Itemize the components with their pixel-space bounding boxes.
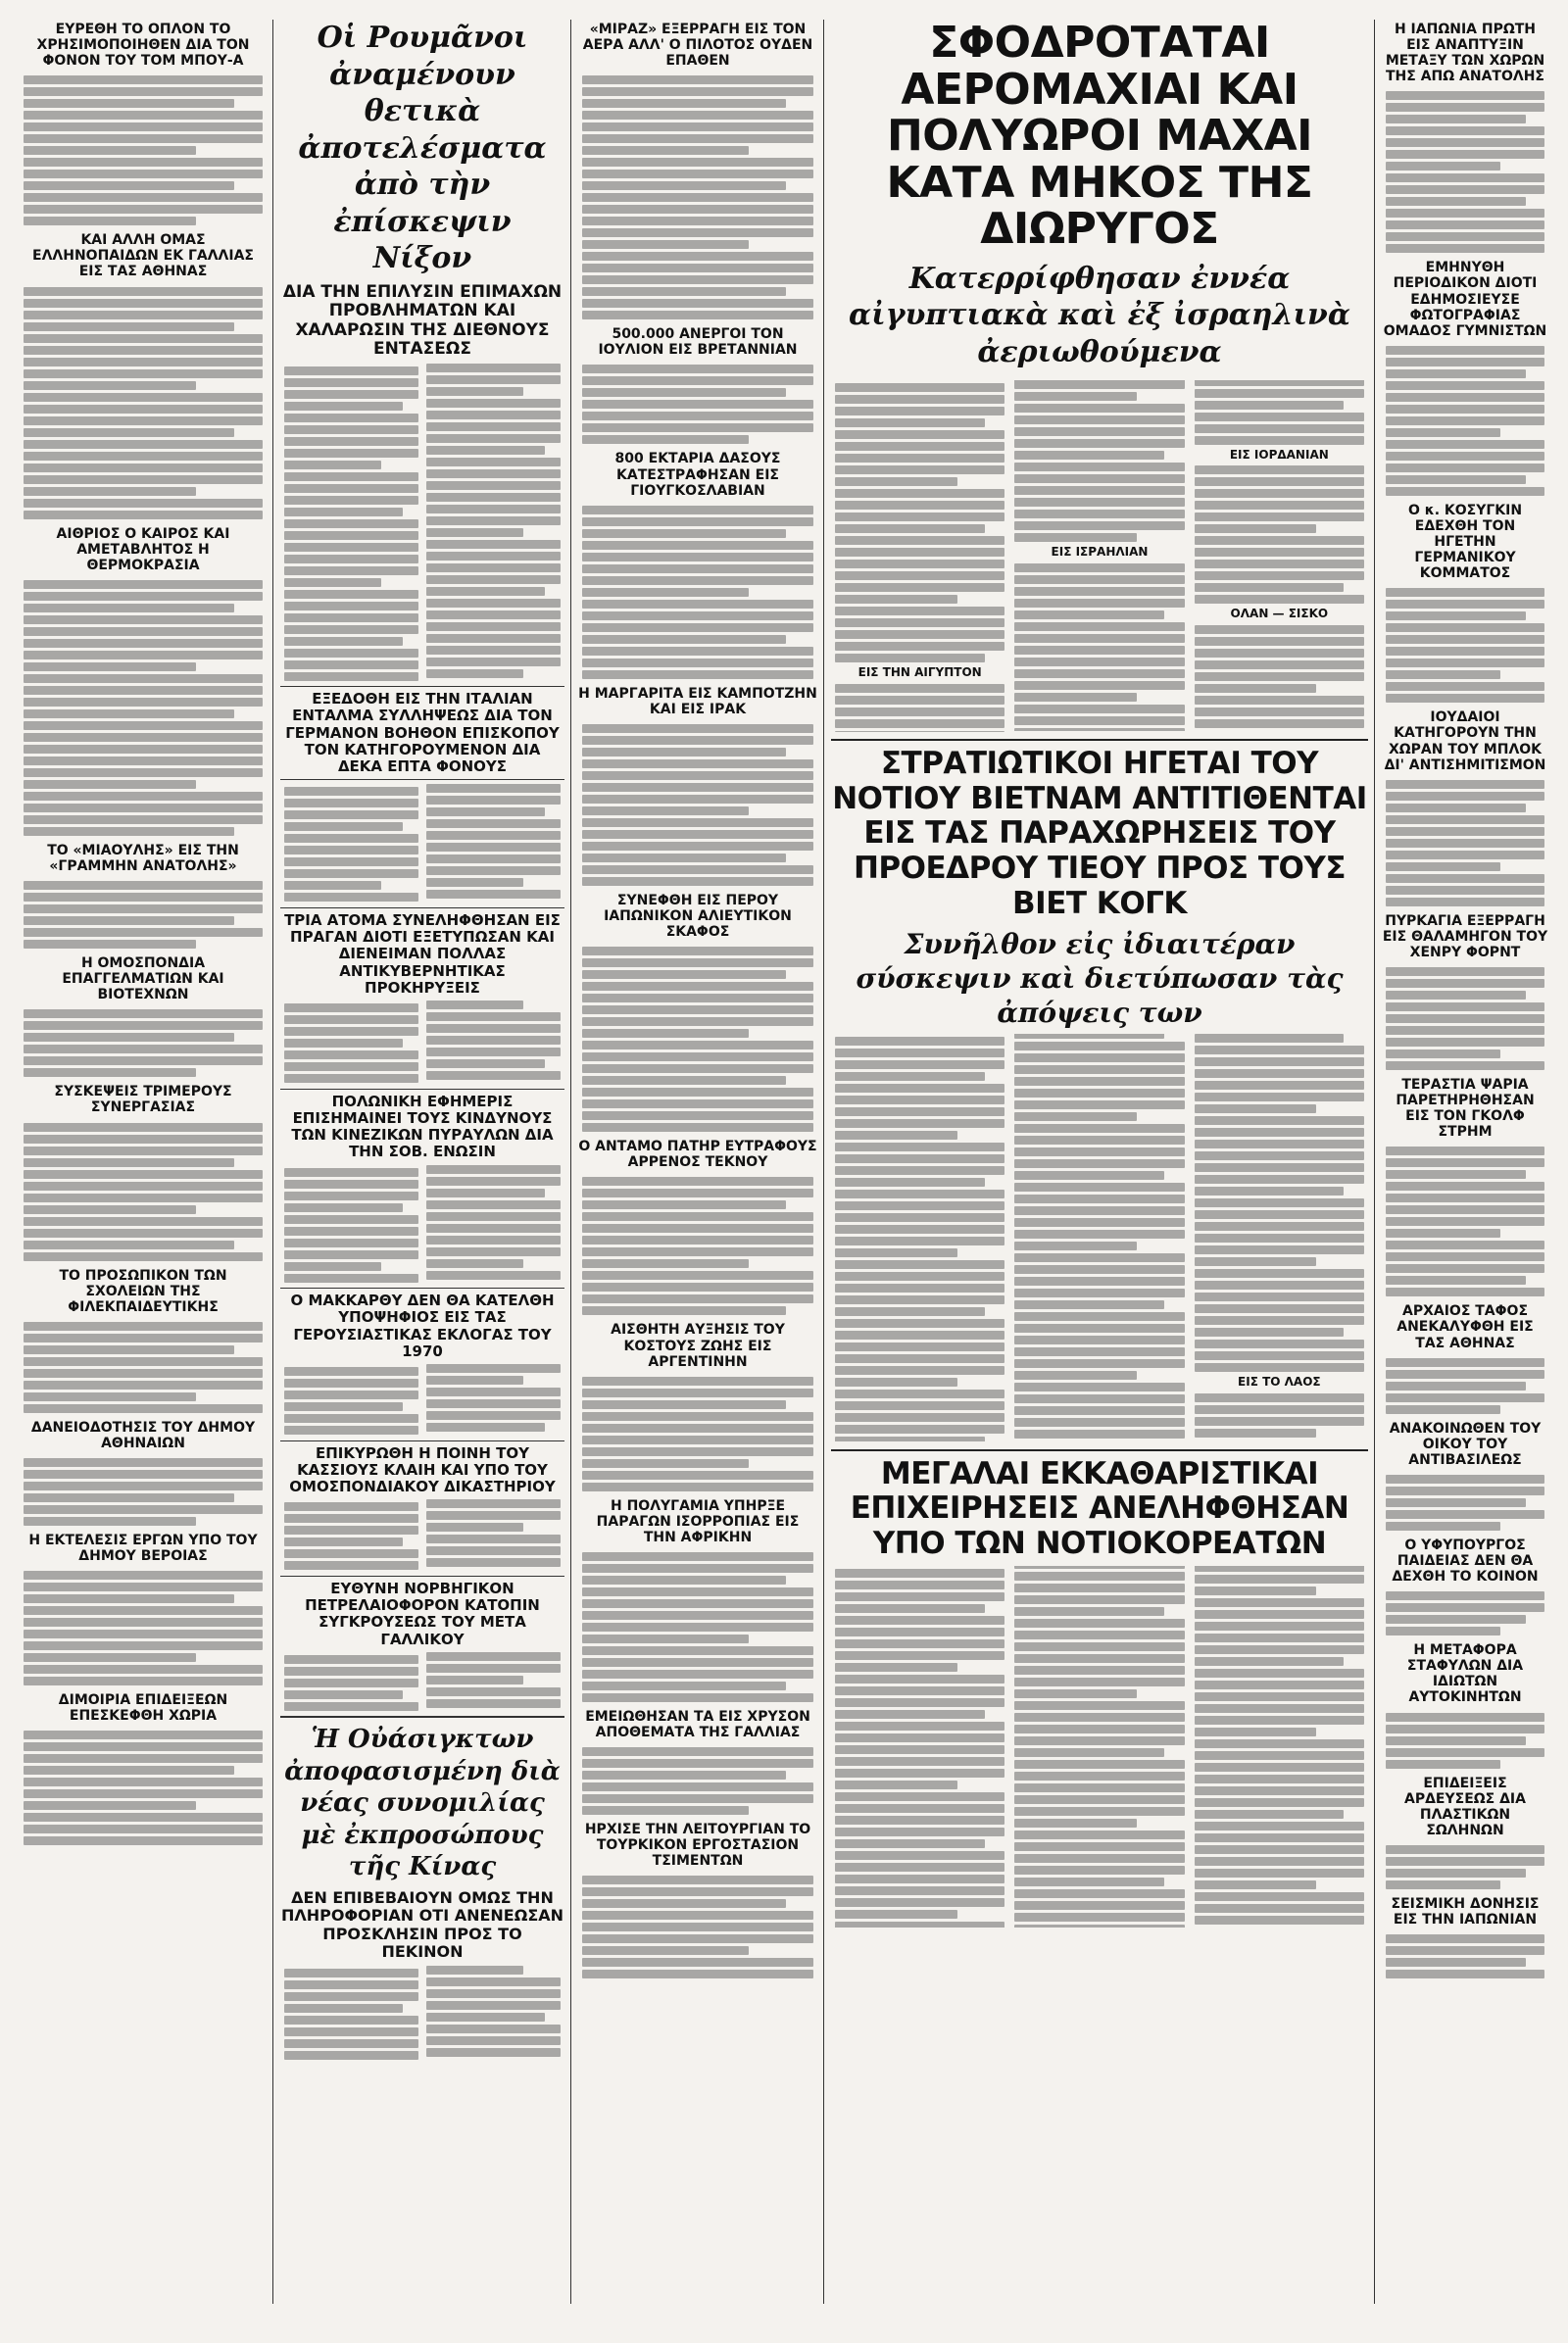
headline: ΕΥΘΥΝΗ ΝΟΡΒΗΓΙΚΟΝ ΠΕΤΡΕΛΑΙΟΦΟΡΟΝ ΚΑΤΟΠΙΝ ΣΥΓΚΡΟΥΣΕΩΣ ΤΟΥ ΜΕΤΑ ΓΑΛΛΙΚΟΥ [280,1576,564,1648]
headline: Ο κ. ΚΟΣΥΓΚΙΝ ΕΔΕΧΘΗ ΤΟΝ ΗΓΕΤΗΝ ΓΕΡΜΑΝΙΚΟΥ ΚΟΜΜΑΤΟΣ [1407,502,1523,582]
column-rule [272,20,273,2304]
headline: Ο ΥΦΥΠΟΥΡΓΟΣ ΠΑΙΔΕΙΑΣ ΔΕΝ ΘΑ ΔΕΧΘΗ ΤΟ ΚΟΙΝΟΝ [1392,1537,1539,1586]
article-body [1382,1468,1548,1538]
article-body [578,1869,817,1985]
headline: ΣΥΣΚΕΨΕΙΣ ΤΡΙΜΕΡΟΥΣ ΣΥΝΕΡΓΑΣΙΑΣ [54,1084,232,1116]
article-body [280,997,564,1089]
article-body [20,1116,267,1268]
article-body [1382,1706,1548,1776]
article-body [578,1170,817,1322]
article-body [831,376,1368,735]
article-body [578,358,817,451]
article-body [280,1495,564,1576]
headline: ΔΙΜΟΙΡΙΑ ΕΠΙΔΕΙΞΕΩΝ ΕΠΕΣΚΕΦΘΗ ΧΩΡΙΑ [58,1692,228,1725]
headline: ΑΙΣΘΗΤΗ ΑΥΞΗΣΙΣ ΤΟΥ ΚΟΣΤΟΥΣ ΖΩΗΣ ΕΙΣ ΑΡΓΕΝΤΙΝΗΝ [611,1322,785,1370]
column-4 [831,20,1368,2304]
column-rule [1374,20,1375,2304]
column-rule [823,20,824,2304]
article-body [1382,84,1548,260]
article-body [578,1370,817,1498]
article-body [1382,773,1548,913]
subheadline: ΔΙΑ ΤΗΝ ΕΠΙΛΥΣΙΝ ΕΠΙΜΑΧΩΝ ΠΡΟΒΛΗΜΑΤΩΝ ΚΑΙ ΧΑΛΑΡΩΣΙΝ ΤΗΣ ΔΙΕΘΝΟΥΣ ΕΝΤΑΣΕΩΣ [282,281,563,360]
column-1 [20,20,267,2304]
headline: ΕΠΙΔΕΙΞΕΙΣ ΑΡΔΕΥΣΕΩΣ ΔΙΑ ΠΛΑΣΤΙΚΩΝ ΣΩΛΗΝΩΝ [1404,1775,1526,1838]
article-body [280,1360,564,1440]
headline: ΕΥΡΕΘΗ ΤΟ ΟΠΛΟΝ ΤΟ ΧΡΗΣΙΜΟΠΟΙΗΘΕΝ ΔΙΑ ΤΟΝ ΦΟΝΟΝ ΤΟΥ ΤΟΜ ΜΠΟΥ-Α [36,22,250,70]
article-body [831,1562,1368,1931]
article-body [20,1315,267,1420]
article-body [1382,1140,1548,1303]
article-body [1382,1351,1548,1421]
article-body [1382,1838,1548,1896]
section-label: ΕΙΣ ΤΟ ΛΑΟΣ [1238,1375,1321,1390]
headline: ΣΥΝΕΦΘΗ ΕΙΣ ΠΕΡΟΥ ΙΑΠΩΝΙΚΟΝ ΑΛΙΕΥΤΙΚΟΝ ΣΚΑΦΟΣ [604,892,792,941]
section-label: ΕΙΣ ΙΟΡΔΑΝΙΑΝ [1229,447,1329,462]
headline: ΑΝΑΚΟΙΝΩΘΕΝ ΤΟΥ ΟΙΚΟΥ ΤΟΥ ΑΝΤΙΒΑΣΙΛΕΩΣ [1389,1420,1542,1468]
vietnam-story [831,739,1368,1444]
article-body [20,1564,267,1692]
headline: ΙΟΥΔΑΙΟΙ ΚΑΤΗΓΟΡΟΥΝ ΤΗΝ ΧΩΡΑΝ ΤΟΥ ΜΠΛΟΚ ΔΙ' ΑΝΤΙΣΗΜΙΤΙΣΜΟΝ [1384,709,1546,773]
article-body [1382,1585,1548,1642]
article-body [578,1545,817,1709]
headline: ΑΡΧΑΙΟΣ ΤΑΦΟΣ ΑΝΕΚΑΛΥΦΘΗ ΕΙΣ ΤΑΣ ΑΘΗΝΑΣ [1396,1303,1534,1351]
headline: ΑΙΘΡΙΟΣ Ο ΚΑΙΡΟΣ ΚΑΙ ΑΜΕΤΑΒΛΗΤΟΣ Η ΘΕΡΜΟΚΡΑΣΙΑ [56,525,230,573]
article-body [578,69,817,326]
article-body [20,1451,267,1533]
headline: ΕΞΕΔΟΘΗ ΕΙΣ ΤΗΝ ΙΤΑΛΙΑΝ ΕΝΤΑΛΜΑ ΣΥΛΛΗΨΕΩΣ ΔΙΑ ΤΟΝ ΓΕΡΜΑΝΟΝ ΒΟΗΘΟΝ ΕΠΙΣΚΟΠΟΥ ΤΟΝ ΚΑΤΗΓΟΡΟΥΜΕΝΟΝ ΔΙΑ ΔΕΚΑ ΕΠΤΑ ΦΟΝΟΥΣ [280,686,564,780]
article-body [20,280,267,526]
newspaper-page [20,20,1548,2304]
article-body [578,499,817,686]
headline: ΤΟ «ΜΙΑΟΥΛΗΣ» ΕΙΣ ΤΗΝ «ΓΡΑΜΜΗΝ ΑΝΑΤΟΛΗΣ» [47,842,239,874]
article-body [280,360,564,687]
subheadline: ΔΕΝ ΕΠΙΒΕΒΑΙΟΥΝ ΟΜΩΣ ΤΗΝ ΠΛΗΡΟΦΟΡΙΑΝ ΟΤΙ ΑΝΕΝΕΩΣΑΝ ΠΡΟΣΚΛΗΣΙΝ ΠΡΟΣ ΤΟ ΠΕΚΙΝΟΝ [280,1887,564,1962]
main-headline: ΣΦΟΔΡΟΤΑΤΑΙ ΑΕΡΟΜΑΧΙΑΙ ΚΑΙ ΠΟΛΥΩΡΟΙ ΜΑΧΑΙ ΚΑΤΑ ΜΗΚΟΣ ΤΗΣ ΔΙΩΡΥΓΟΣ [886,18,1313,255]
article-body [578,717,817,893]
headline: Ο ΜΑΚΚΑΡΘΥ ΔΕΝ ΘΑ ΚΑΤΕΛΘΗ ΥΠΟΨΗΦΙΟΣ ΕΙΣ ΤΑΣ ΓΕΡΟΥΣΙΑΣΤΙΚΑΣ ΕΚΛΟΓΑΣ ΤΟΥ 1970 [280,1288,564,1360]
headline: ΗΡΧΙΣΕ ΤΗΝ ΛΕΙΤΟΥΡΓΙΑΝ ΤΟ ΤΟΥΡΚΙΚΟΝ ΕΡΓΟΣΤΑΣΙΟΝ ΤΣΙΜΕΝΤΩΝ [584,1822,811,1870]
column-3 [578,20,817,2304]
article-body [20,1002,267,1084]
article-body [1382,1928,1548,1985]
headline: Η ΕΚΤΕΛΕΣΙΣ ΕΡΓΩΝ ΥΠΟ ΤΟΥ ΔΗΜΟΥ ΒΕΡΟΙΑΣ [28,1532,258,1565]
article-body [578,940,817,1139]
article-body [280,1161,564,1289]
headline: ΕΜΗΝΥΘΗ ΠΕΡΙΟΔΙΚΟΝ ΔΙΟΤΙ ΕΔΗΜΟΣΙΕΥΣΕ ΦΩΤΟΓΡΑΦΙΑΣ ΟΜΑΔΟΣ ΓΥΜΝΙΣΤΩΝ [1383,260,1547,339]
headline: ΣΕΙΣΜΙΚΗ ΔΟΝΗΣΙΣ ΕΙΣ ΤΗΝ ΙΑΠΩΝΙΑΝ [1391,1895,1540,1928]
article-body [20,69,267,232]
headline: ΤΕΡΑΣΤΙΑ ΨΑΡΙΑ ΠΑΡΕΤΗΡΗΘΗΣΑΝ ΕΙΣ ΤΟΝ ΓΚΟΛΦ ΣΤΡΗΜ [1396,1076,1535,1141]
headline: ΠΟΛΩΝΙΚΗ ΕΦΗΜΕΡΙΣ ΕΠΙΣΗΜΑΙΝΕΙ ΤΟΥΣ ΚΙΝΔΥΝΟΥΣ ΤΩΝ ΚΙΝΕΖΙΚΩΝ ΠΥΡΑΥΛΩΝ ΔΙΑ ΤΗΝ ΣΟΒ. ΕΝΩΣΙΝ [280,1089,564,1161]
headline: Η ΟΜΟΣΠΟΝΔΙΑ ΕΠΑΓΓΕΛΜΑΤΙΩΝ ΚΑΙ ΒΙΟΤΕΧΝΩΝ [62,955,224,1003]
article-body [280,1962,564,2066]
headline: Η ΜΕΤΑΦΟΡΑ ΣΤΑΦΥΛΩΝ ΔΙΑ ΙΔΙΩΤΩΝ ΑΥΤΟΚΙΝΗΤΩΝ [1406,1642,1524,1706]
main-headline: Οἱ Ρουμᾶνοι ἀναμένουν θετικὰ ἀποτελέσματα ἀπὸ τὴν ἐπίσκεψιν Νίξον [298,21,547,275]
headline: ΕΜΕΙΩΘΗΣΑΝ ΤΑ ΕΙΣ ΧΡΥΣΟΝ ΑΠΟΘΕΜΑΤΑ ΤΗΣ ΓΑΛΛΙΑΣ [585,1708,810,1741]
headline: Ο ΑΝΤΑΜΟ ΠΑΤΗΡ ΕΥΤΡΑΦΟΥΣ ΑΡΡΕΝΟΣ ΤΕΚΝΟΥ [578,1139,817,1171]
headline: ΤΡΙΑ ΑΤΟΜΑ ΣΥΝΕΛΗΦΘΗΣΑΝ ΕΙΣ ΠΡΑΓΑΝ ΔΙΟΤΙ ΕΞΕΤΥΠΩΣΑΝ ΚΑΙ ΔΙΕΝΕΙΜΑΝ ΠΟΛΛΑΣ ΑΝΤΙΚΥΒΕΡΝΗΤΙΚΑΣ ΠΡΟΚΗΡΥΞΕΙΣ [280,907,564,997]
headline: Η ΠΟΛΥΓΑΜΙΑ ΥΠΗΡΞΕ ΠΑΡΑΓΩΝ ΙΣΟΡΡΟΠΙΑΣ ΕΙΣ ΤΗΝ ΑΦΡΙΚΗΝ [596,1497,800,1545]
subheadline: Συνῆλθον εἰς ἰδιαιτέραν σύσκεψιν καὶ διετύπωσαν τὰς ἀπόψεις των [856,928,1344,1030]
section-label: ΕΙΣ ΙΣΡΑΗΛΙΑΝ [1051,544,1149,559]
article-body [20,874,267,955]
article-body [20,1724,267,1852]
headline: ΚΑΙ ΑΛΛΗ ΟΜΑΣ ΕΛΛΗΝΟΠΑΙΔΩΝ ΕΚ ΓΑΛΛΙΑΣ ΕΙΣ ΤΑΣ ΑΘΗΝΑΣ [32,232,254,280]
headline: 800 ΕΚΤΑΡΙΑ ΔΑΣΟΥΣ ΚΑΤΕΣΤΡΑΦΗΣΑΝ ΕΙΣ ΓΙΟΥΓΚΟΣΛΑΒΙΑΝ [614,451,781,499]
article-body [1382,581,1548,709]
headline: ΣΤΡΑΤΙΩΤΙΚΟΙ ΗΓΕΤΑΙ ΤΟΥ ΝΟΤΙΟΥ ΒΙΕΤΝΑΜ ΑΝΤΙΤΙΘΕΝΤΑΙ ΕΙΣ ΤΑΣ ΠΑΡΑΧΩΡΗΣΕΙΣ ΤΟΥ ΠΡΟΕΔΡΟΥ ΤΙΕΟΥ ΠΡΟΣ ΤΟΥΣ ΒΙΕΤ ΚΟΓΚ [832,746,1367,921]
headline: ΤΟ ΠΡΟΣΩΠΙΚΟΝ ΤΩΝ ΣΧΟΛΕΙΩΝ ΤΗΣ ΦΙΛΕΚΠΑΙΔΕΥΤΙΚΗΣ [59,1267,227,1315]
headline: ΜΕΓΑΛΑΙ ΕΚΚΑΘΑΡΙΣΤΙΚΑΙ ΕΠΙΧΕΙΡΗΣΕΙΣ ΑΝΕΛΗΦΘΗΣΑΝ ΥΠΟ ΤΩΝ ΝΟΤΙΟΚΟΡΕΑΤΩΝ [850,1455,1349,1561]
article-body [1382,960,1548,1077]
headline: Η ΜΑΡΓΑΡΙΤΑ ΕΙΣ ΚΑΜΠΟΤΖΗΝ ΚΑΙ ΕΙΣ ΙΡΑΚ [578,685,817,717]
section-label: ΕΙΣ ΤΗΝ ΑΙΓΥΠΤΟΝ [858,665,982,680]
article-body [831,1030,1368,1444]
article-body [280,1648,564,1717]
article-body [20,573,267,843]
headline: 500.000 ΑΝΕΡΓΟΙ ΤΟΝ ΙΟΥΛΙΟΝ ΕΙΣ ΒΡΕΤΑΝΝΙΑΝ [598,326,798,359]
article-body [578,1740,817,1822]
headline: ΠΥΡΚΑΓΙΑ ΕΞΕΡΡΑΓΗ ΕΙΣ ΘΑΛΑΜΗΓΟΝ ΤΟΥ ΧΕΝΡΥ ΦΟΡΝΤ [1382,912,1548,960]
headline: ΔΑΝΕΙΟΔΟΤΗΣΙΣ ΤΟΥ ΔΗΜΟΥ ΑΘΗΝΑΙΩΝ [30,1419,256,1451]
column-2 [280,20,564,2304]
article-body [280,780,564,907]
headline: Ἡ Οὐάσιγκτων ἀποφασισμένη διὰ νέας συνομιλίας μὲ ἐκπροσώπους τῆς Κίνας [280,1716,564,1883]
headline: «ΜΙΡΑΖ» ΕΞΕΡΡΑΓΗ ΕΙΣ ΤΟΝ ΑΕΡΑ ΑΛΛ' Ο ΠΙΛΟΤΟΣ ΟΥΔΕΝ ΕΠΑΘΕΝ [582,22,813,70]
article-body [1382,339,1548,503]
section-label: ΟΛΑΝ — ΣΙΣΚΟ [1230,607,1329,621]
column-rule [570,20,571,2304]
column-5 [1382,20,1548,2304]
headline: Η ΙΑΠΩΝΙΑ ΠΡΩΤΗ ΕΙΣ ΑΝΑΠΤΥΞΙΝ ΜΕΤΑΞΥ ΤΩΝ ΧΩΡΩΝ ΤΗΣ ΑΠΩ ΑΝΑΤΟΛΗΣ [1385,22,1545,85]
headline: ΕΠΙΚΥΡΩΘΗ Η ΠΟΙΝΗ ΤΟΥ ΚΑΣΣΙΟΥΣ ΚΛΑΙΗ ΚΑΙ ΥΠΟ ΤΟΥ ΟΜΟΣΠΟΝΔΙΑΚΟΥ ΔΙΚΑΣΤΗΡΙΟΥ [280,1440,564,1496]
subheadline: Κατερρίφθησαν ἐννέα αἰγυπτιακὰ καὶ ἐξ ἰσραηλινὰ ἀεριωθούμενα [849,261,1350,369]
korea-story [831,1449,1368,1931]
